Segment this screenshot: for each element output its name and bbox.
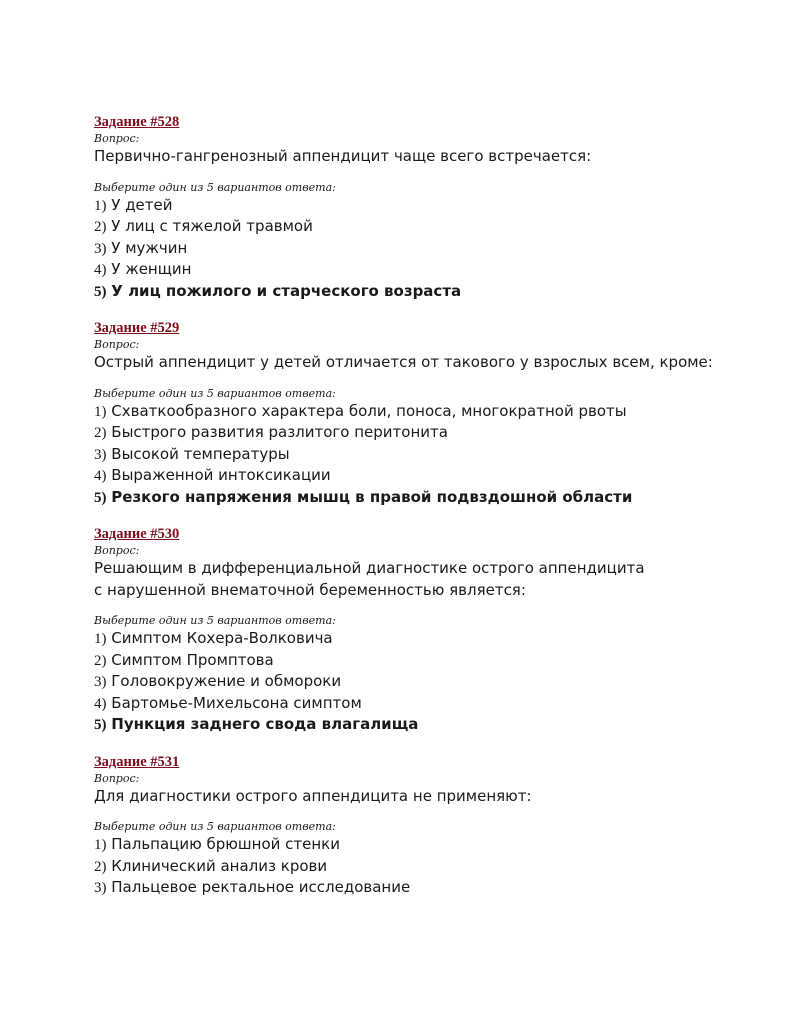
task-531: [94, 753, 774, 899]
option-text: У мужчин: [111, 238, 188, 257]
question-text: Решающим в дифференциальной диагностике острого аппендицита с нарушенной внематочной беременностью является:: [94, 559, 645, 599]
task-title-link[interactable]: Задание #529: [94, 320, 180, 336]
question-text: Для диагностики острого аппендицита не применяют:: [94, 786, 532, 805]
answer-option: [94, 650, 774, 672]
task-528: [94, 113, 774, 302]
answer-option: [94, 628, 774, 650]
option-number: 3): [94, 446, 107, 463]
option-text: Головокружение и обмороки: [111, 672, 342, 690]
task-list: [94, 113, 774, 916]
answer-option: [94, 195, 774, 217]
option-number: 1): [94, 837, 107, 853]
answer-option: [94, 401, 774, 423]
option-number: 3): [94, 674, 107, 690]
answers-label: Выберите один из 5 вариантов ответа:: [94, 614, 336, 627]
option-number: 5): [94, 283, 107, 300]
option-number: 5): [94, 489, 107, 506]
option-text: У женщин: [111, 260, 192, 278]
option-text: Клинический анализ крови: [111, 856, 328, 875]
task-530: [94, 525, 774, 736]
option-number: 2): [94, 858, 107, 875]
correct-answer-option: [94, 281, 774, 303]
option-text: Пальцевое ректальное исследование: [111, 878, 411, 896]
option-text: У детей: [111, 195, 173, 214]
task-title-link[interactable]: Задание #530: [94, 526, 180, 542]
answer-option: [94, 238, 774, 260]
answer-option: [94, 216, 774, 238]
option-text: Высокой температуры: [111, 444, 290, 463]
option-number: 4): [94, 468, 107, 484]
option-text: У лиц с тяжелой травмой: [111, 217, 313, 235]
answer-option: [94, 671, 774, 693]
option-number: 3): [94, 240, 107, 257]
answer-options: [94, 401, 774, 509]
option-number: 3): [94, 880, 107, 896]
answer-options: [94, 195, 774, 303]
option-number: 5): [94, 717, 107, 733]
option-text: Схваткообразного характера боли, поноса, многократной рвоты: [111, 401, 627, 420]
correct-answer-option: [94, 487, 774, 509]
question-label: Вопрос:: [94, 544, 140, 557]
option-number: 2): [94, 425, 107, 441]
answer-option: [94, 856, 774, 878]
option-number: 2): [94, 219, 107, 235]
answer-option: [94, 693, 774, 715]
answer-option: [94, 877, 774, 899]
answer-option: [94, 465, 774, 487]
question-label: Вопрос:: [94, 338, 140, 351]
answers-label: Выберите один из 5 вариантов ответа:: [94, 820, 336, 833]
question-text: Острый аппендицит у детей отличается от такового у взрослых всем, кроме:: [94, 353, 713, 371]
option-text: Симптом Кохера-Волковича: [111, 629, 333, 647]
answer-options: [94, 834, 774, 899]
question-label: Вопрос:: [94, 132, 140, 145]
answer-option: [94, 444, 774, 466]
option-text: Бартомье-Михельсона симптом: [111, 693, 362, 712]
option-text: Выраженной интоксикации: [111, 466, 331, 484]
answer-options: [94, 628, 774, 736]
answers-label: Выберите один из 5 вариантов ответа:: [94, 180, 336, 194]
option-text: Быстрого развития разлитого перитонита: [111, 423, 448, 441]
correct-answer-option: [94, 714, 774, 736]
option-text: Симптом Промптова: [111, 650, 274, 669]
question-text: Первично-гангренозный аппендицит чаще всего встречается:: [94, 147, 592, 165]
option-text: Пальпацию брюшной стенки: [111, 835, 340, 853]
option-number: 1): [94, 403, 107, 420]
option-text: У лиц пожилого и старческого возраста: [111, 281, 462, 300]
option-number: 4): [94, 262, 107, 278]
answer-option: [94, 422, 774, 444]
option-number: 2): [94, 652, 107, 669]
answers-label: Выберите один из 5 вариантов ответа:: [94, 386, 336, 400]
task-title-link[interactable]: Задание #528: [94, 114, 180, 130]
option-number: 1): [94, 631, 107, 647]
answer-option: [94, 259, 774, 281]
option-text: Пункция заднего свода влагалища: [111, 715, 419, 733]
question-label: Вопрос:: [94, 771, 140, 785]
answer-option: [94, 834, 774, 856]
option-number: 1): [94, 197, 107, 214]
option-number: 4): [94, 695, 107, 712]
task-title-link[interactable]: Задание #531: [94, 753, 180, 770]
option-text: Резкого напряжения мышц в правой подвздошной области: [111, 487, 633, 506]
task-529: [94, 319, 774, 508]
